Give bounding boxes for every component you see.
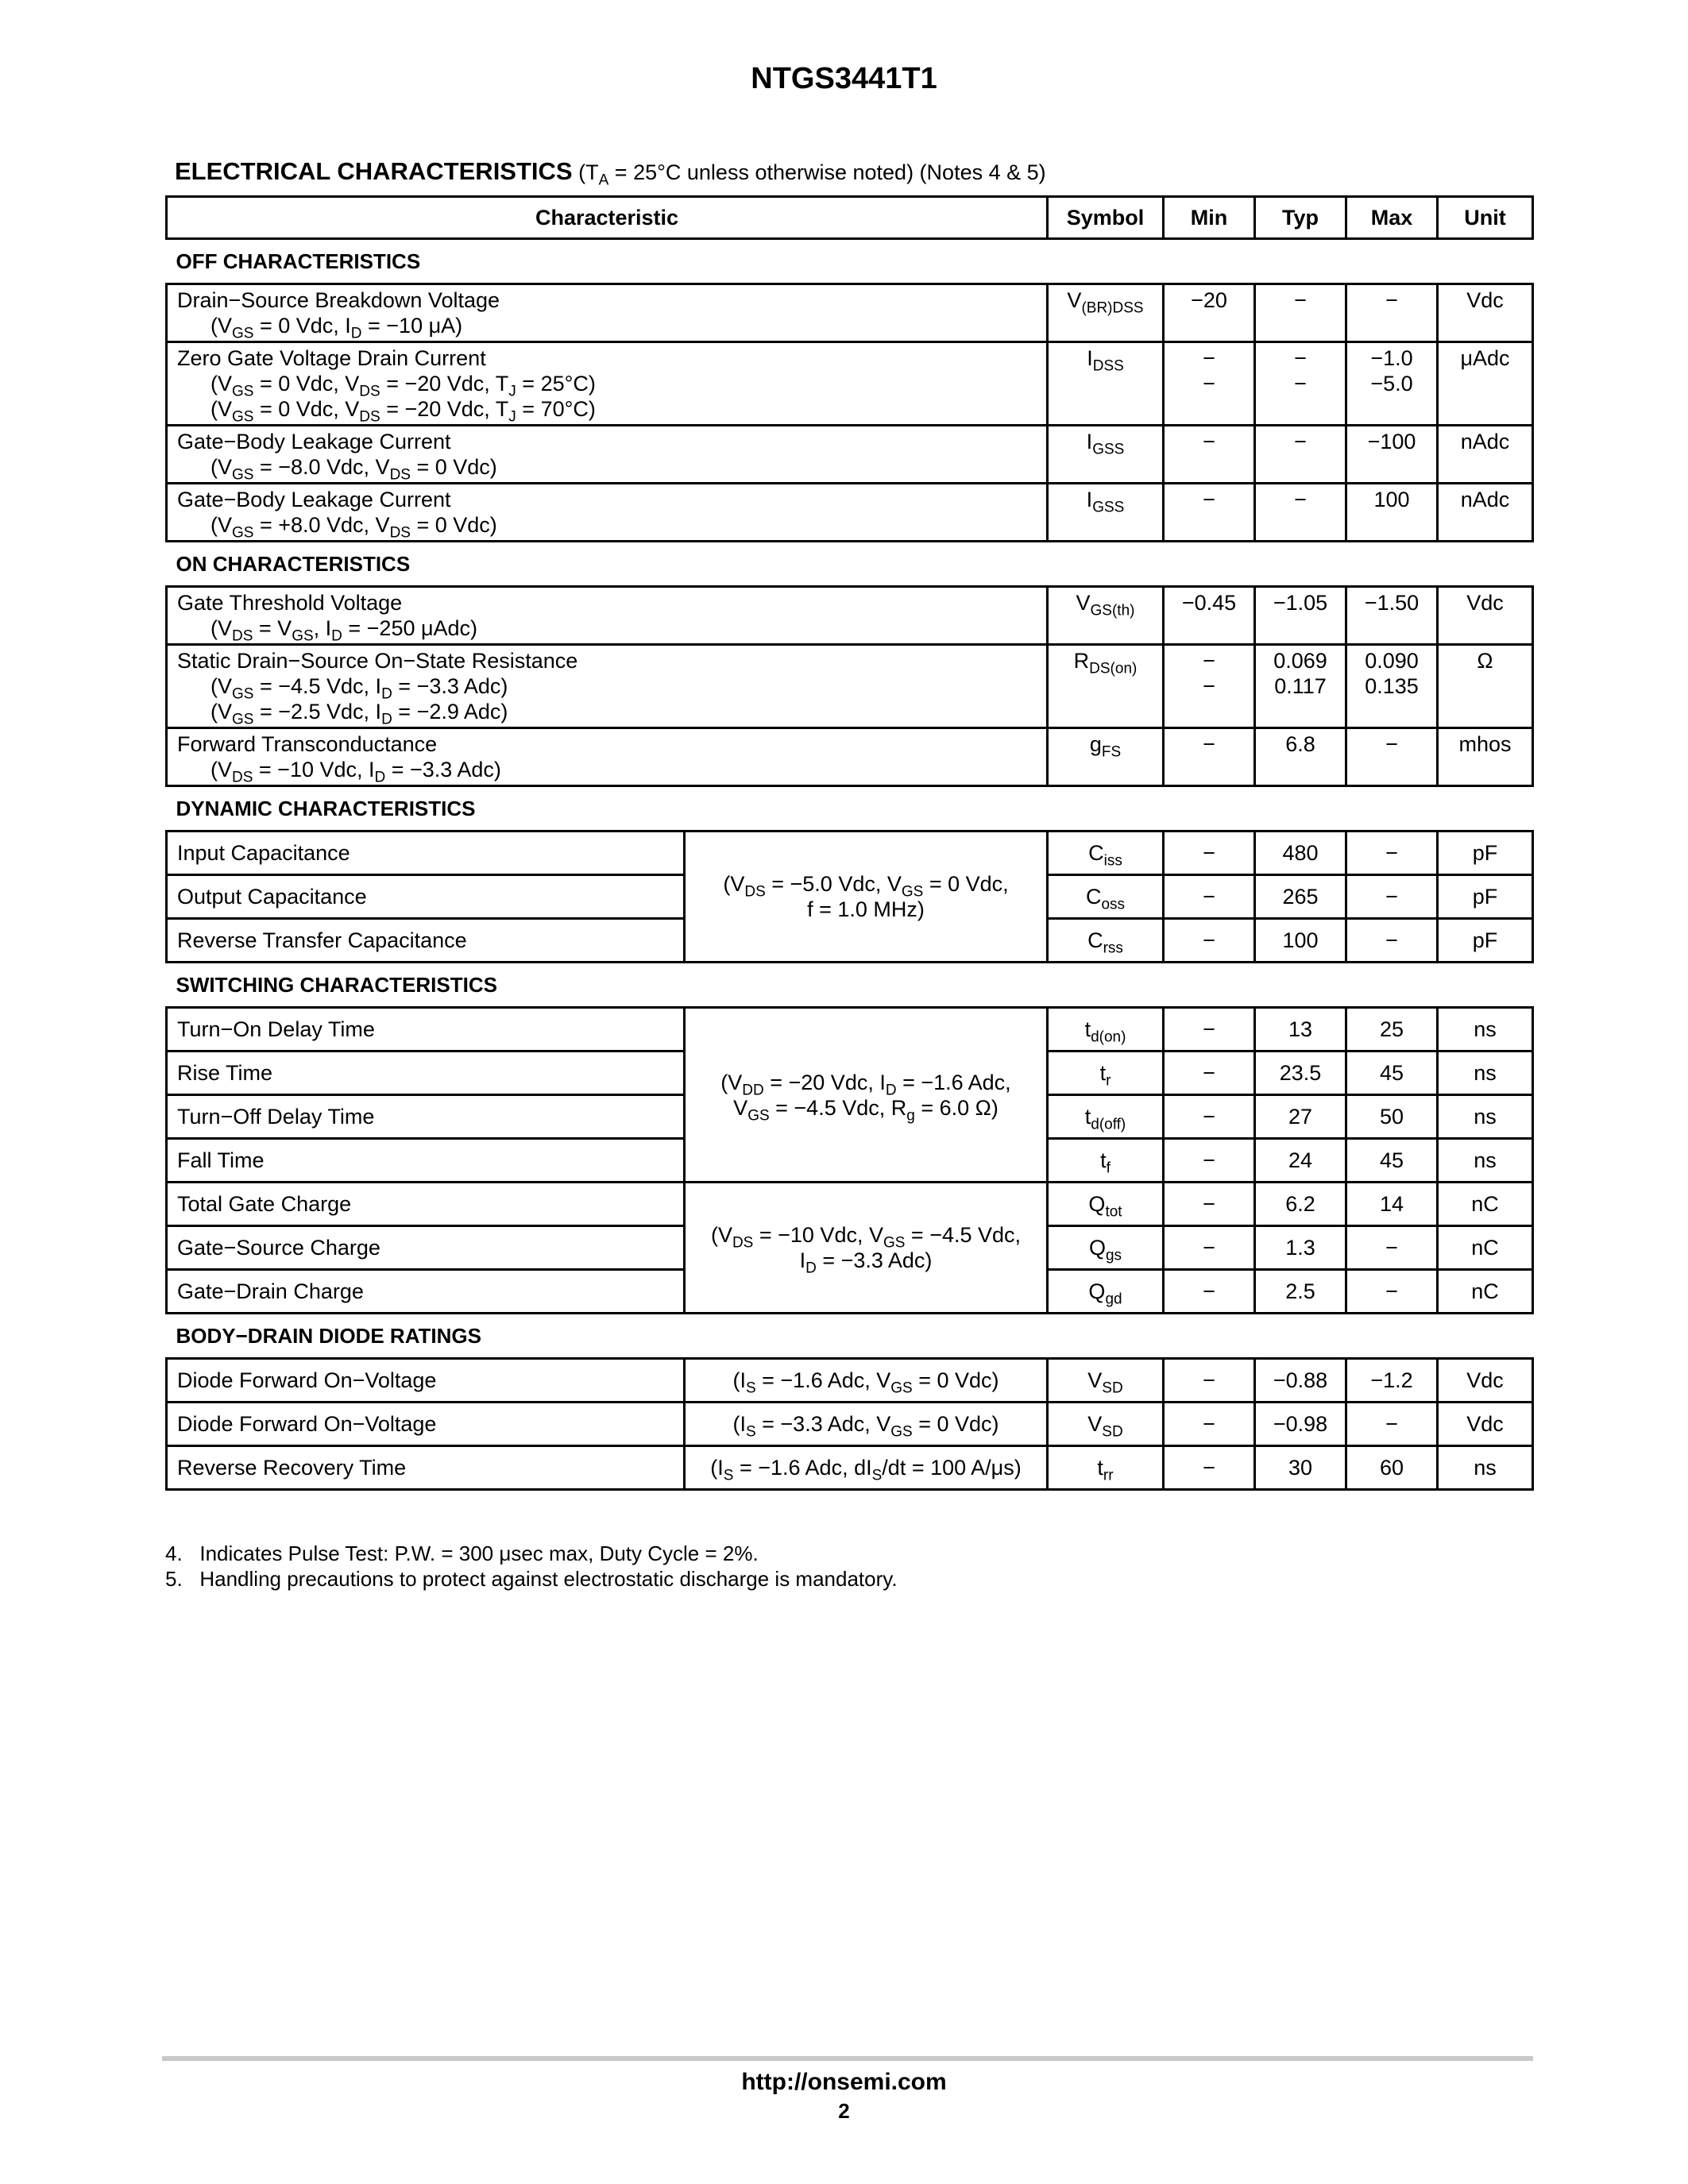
header-row <box>167 197 1533 239</box>
col-symbol: Symbol <box>1048 197 1164 239</box>
footnote-5: 5. Handling precautions to protect against electrostatic discharge is mandatory. <box>165 1567 898 1591</box>
section-row: OFF CHARACTERISTICS <box>167 239 1533 284</box>
col-unit: Unit <box>1438 197 1533 239</box>
table-row: Rise Time $t_r$ − 23.5 45 ns <box>167 1051 1533 1095</box>
test-condition: ($V_{DS} = -10$ Vdc, $V_{GS} = -4.5$ Vdc, $I_D = -3.3$ Adc) <box>685 1183 1048 1314</box>
electrical-characteristics-table <box>165 195 1534 1491</box>
test-condition: ($I_S = -1.6$ Adc, $dI_S/dt = 100$ A/μs) <box>685 1446 1048 1490</box>
table-row: Total Gate Charge ($V_{DS} = -10$ Vdc, $V_{GS} = -4.5$ Vdc, $I_D = -3.3$ Adc) $Q_{tot}$ − 6.2 14 nC <box>167 1183 1533 1226</box>
table-row: Gate−Drain Charge $Q_{gd}$ − 2.5 − nC <box>167 1270 1533 1314</box>
footer-url-link[interactable]: http://onsemi.com <box>741 2069 947 2095</box>
table-row: Gate−Source Charge $Q_{gs}$ − 1.3 − nC <box>167 1226 1533 1270</box>
test-condition: ($I_S = -3.3$ Adc, $V_{GS} = 0$ Vdc) <box>685 1403 1048 1446</box>
table-heading: ELECTRICAL CHARACTERISTICS ($T_A = 25^\circ C$ unless otherwise noted) (Notes 4 & 5) <box>175 157 1046 189</box>
col-max: Max <box>1346 197 1438 239</box>
table-row: Gate−Body Leakage Current ($V_{GS} = -8.0$ Vdc, $V_{DS} = 0$ Vdc) $I_{GSS}$ − − −100 nAdc <box>167 426 1533 484</box>
footer-divider <box>162 2056 1533 2061</box>
table-row: Zero Gate Voltage Drain Current ($V_{GS} = 0$ Vdc, $V_{DS} = -20$ Vdc, $T_J = 25^\circ C$) ($V_{GS} = 0$ Vdc, $V_{DS} = -20$ Vdc, $T_J = 70^\circ C$) $I_{DSS}$ − − − − −1.0 −5.0 μAdc <box>167 342 1533 426</box>
col-typ: Typ <box>1255 197 1346 239</box>
table-row: Diode Forward On−Voltage ($I_S = -3.3$ Adc, $V_{GS} = 0$ Vdc) $V_{SD}$ − −0.98 − Vdc <box>167 1403 1533 1446</box>
table-row: Gate Threshold Voltage ($V_{DS} = V_{GS}$, $I_D = -250$ μAdc) $V_{GS(th)}$ −0.45 −1.05 −1.50 Vdc <box>167 587 1533 645</box>
section-row: SWITCHING CHARACTERISTICS <box>167 963 1533 1008</box>
table-row: Diode Forward On−Voltage ($I_S = -1.6$ Adc, $V_{GS} = 0$ Vdc) $V_{SD}$ − −0.88 −1.2 Vdc <box>167 1359 1533 1403</box>
table-row: Drain−Source Breakdown Voltage ($V_{GS} = 0$ Vdc, $I_D = -10$ μA) $V_{(BR)DSS}$ −20 − − Vdc <box>167 284 1533 342</box>
col-characteristic: Characteristic <box>167 197 1048 239</box>
section-row: BODY−DRAIN DIODE RATINGS <box>167 1314 1533 1359</box>
section-row: ON CHARACTERISTICS <box>167 542 1533 587</box>
page-number: 2 <box>838 2099 850 2123</box>
col-min: Min <box>1164 197 1255 239</box>
heading-bold: ELECTRICAL CHARACTERISTICS <box>175 157 573 185</box>
table-row: Output Capacitance $C_{oss}$ − 265 − pF <box>167 875 1533 919</box>
test-condition: ($V_{DS} = -5.0$ Vdc, $V_{GS} = 0$ Vdc, f = 1.0 MHz) <box>685 832 1048 963</box>
table-row: Reverse Transfer Capacitance $C_{rss}$ − 100 − pF <box>167 919 1533 963</box>
test-condition: ($I_S = -1.6$ Adc, $V_{GS} = 0$ Vdc) <box>685 1359 1048 1403</box>
table-row: Forward Transconductance ($V_{DS} = -10$ Vdc, $I_D = -3.3$ Adc) $g_{FS}$ − 6.8 − mhos <box>167 728 1533 786</box>
table-row: Fall Time $t_f$ − 24 45 ns <box>167 1139 1533 1183</box>
table-row: Input Capacitance ($V_{DS} = -5.0$ Vdc, $V_{GS} = 0$ Vdc, f = 1.0 MHz) $C_{iss}$ − 480 − pF <box>167 832 1533 875</box>
section-row: DYNAMIC CHARACTERISTICS <box>167 786 1533 832</box>
table-row: Gate−Body Leakage Current ($V_{GS} = +8.0$ Vdc, $V_{DS} = 0$ Vdc) $I_{GSS}$ − − 100 nAdc <box>167 484 1533 542</box>
table-row: Turn−Off Delay Time $t_{d(off)}$ − 27 50 ns <box>167 1095 1533 1139</box>
table-row: Reverse Recovery Time ($I_S = -1.6$ Adc, $dI_S/dt = 100$ A/μs) $t_{rr}$ − 30 60 ns <box>167 1446 1533 1490</box>
table-row: Turn−On Delay Time ($V_{DD} = -20$ Vdc, $I_D = -1.6$ Adc, $V_{GS} = -4.5$ Vdc, $R_g = 6.0$ Ω) $t_{d(on)}$ − 13 25 ns <box>167 1008 1533 1051</box>
test-condition: ($V_{DD} = -20$ Vdc, $I_D = -1.6$ Adc, $V_{GS} = -4.5$ Vdc, $R_g = 6.0$ Ω) <box>685 1008 1048 1183</box>
footnotes <box>165 1541 898 1592</box>
page-title: NTGS3441T1 <box>751 62 937 95</box>
table-row: Static Drain−Source On−State Resistance ($V_{GS} = -4.5$ Vdc, $I_D = -3.3$ Adc) ($V_{GS} = -2.5$ Vdc, $I_D = -2.9$ Adc) $R_{DS(on)}$ − − 0.069 0.117 0.090 0.135 Ω <box>167 645 1533 728</box>
footnote-4: 4. Indicates Pulse Test: P.W. = 300 μsec max, Duty Cycle = 2%. <box>165 1542 759 1565</box>
